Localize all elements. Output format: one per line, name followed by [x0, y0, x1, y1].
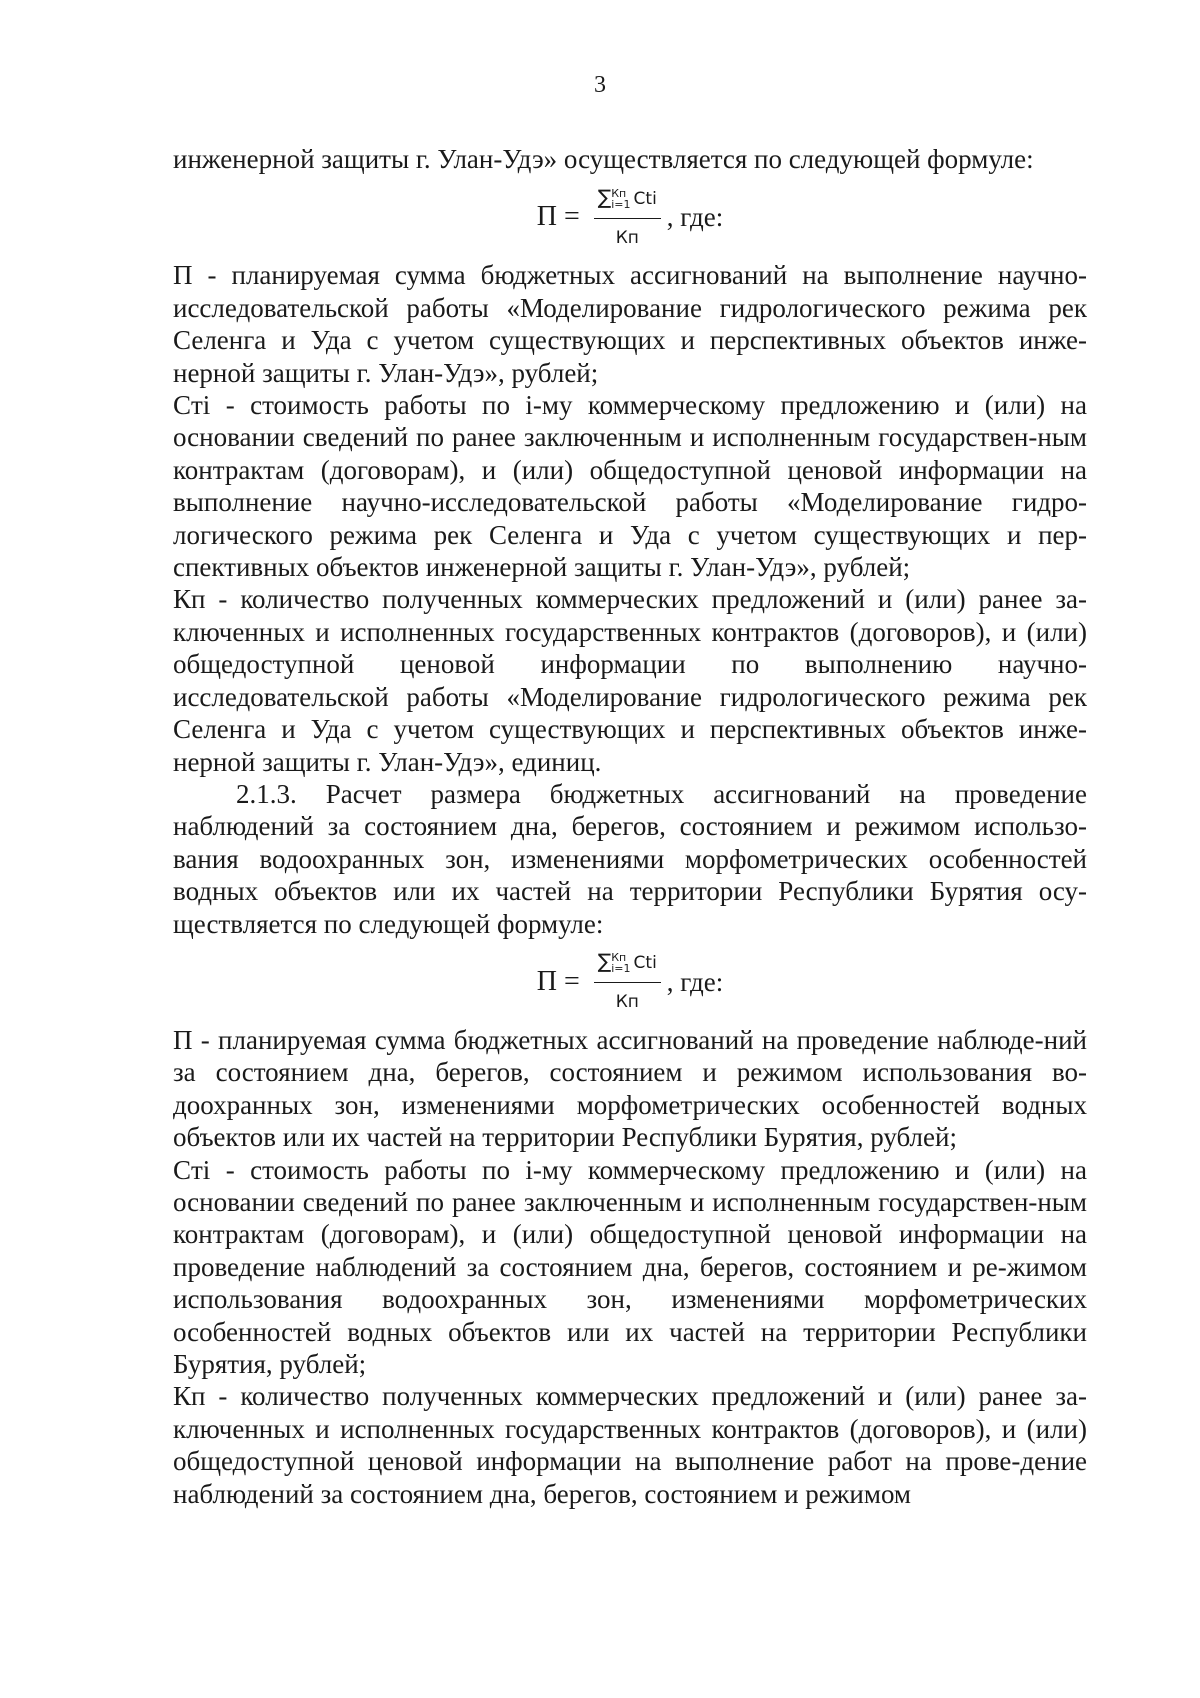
sum-symbol: ∑	[597, 949, 612, 974]
intro-line: инженерной защиты г. Улан-Удэ» осуществляется по следующей формуле:	[173, 144, 1034, 174]
section-2-1-3: 2.1.3. Расчет размера бюджетных ассигнований на проведение наблюдений за состоянием дна, берегов, состоянием и режимом использо-вания водоохранных зон, изменениями морфометрических особенностей водных объектов или их частей на территории Республики Бурятия осу-ществляется по следующей формуле:	[173, 778, 1087, 939]
formula-1	[173, 175, 1087, 259]
formula-fraction	[594, 181, 661, 255]
sum-upper: Кп	[611, 186, 627, 200]
formula-denominator: Кп	[615, 227, 639, 248]
formula-numerator	[594, 181, 661, 219]
formula-lhs: П =	[536, 201, 580, 233]
formula-tail: , где:	[666, 966, 724, 997]
sum-limits	[611, 188, 630, 210]
formula-numerator	[594, 945, 661, 983]
formula-denominator: Кп	[615, 992, 639, 1013]
definition-kp: Кп - количество полученных коммерческих предложений и (или) ранее за-ключенных и исполненных государственных контрактов (договоров), и (или) общедоступной ценовой информации на выполнение работ на прове-дение наблюдений за состоянием дна, берегов, состоянием и режимом	[173, 1381, 1087, 1509]
sum-term: Cti	[633, 188, 657, 209]
formula-tail: , где:	[666, 202, 724, 233]
definition-cti: Cтi - стоимость работы по i-му коммерческому предложению и (или) на основании сведений по ранее заключенным и исполненным государствен-ным контрактам (договорам), и (или) общедоступной ценовой информации на проведение наблюдений за состоянием дна, берегов, состоянием и ре-жимом использования водоохранных зон, изменениями морфометрических особенностей водных объектов или их частей на территории Республики Бурятия, рублей;	[173, 1154, 1087, 1379]
page-number: 3	[594, 72, 606, 98]
definition-p: П - планируемая сумма бюджетных ассигнований на выполнение научно-исследовательской работы «Моделирование гидрологического режима рек Селенга и Уда с учетом существующих и перспективных объектов инже-нерной защиты г. Улан-Удэ», рублей;	[173, 260, 1087, 388]
sum-lower: i=1	[611, 197, 631, 211]
formula-2	[173, 940, 1087, 1024]
sum-upper: Кп	[611, 951, 627, 965]
sum-symbol: ∑	[597, 184, 612, 209]
formula-fraction	[594, 945, 661, 1019]
definition-p: П - планируемая сумма бюджетных ассигнований на проведение наблюде-ний за состоянием дна, берегов, состоянием и режимом использования во-доохранных зон, изменениями морфометрических особенностей водных объектов или их частей на территории Республики Бурятия, рублей;	[173, 1024, 1087, 1153]
sum-limits	[611, 952, 630, 974]
formula-lhs: П =	[536, 965, 580, 997]
document-body	[173, 143, 1087, 1510]
definition-cti: Cтi - стоимость работы по i-му коммерческому предложению и (или) на основании сведений по ранее заключенным и исполненным государствен-ным контрактам (договорам), и (или) общедоступной ценовой информации на выполнение научно-исследовательской работы «Моделирование гидро-логического режима рек Селенга и Уда с учетом существующих и пер-спективных объектов инженерной защиты г. Улан-Удэ», рублей;	[173, 390, 1087, 583]
definition-kp: Кп - количество полученных коммерческих предложений и (или) ранее за-ключенных и исполненных государственных контрактов (договоров), и (или) общедоступной ценовой информации по выполнению научно-исследовательской работы «Моделирование гидрологического режима рек Селенга и Уда с учетом существующих и перспективных объектов инже-нерной защиты г. Улан-Удэ», единиц.	[173, 584, 1087, 777]
sum-term: Cti	[633, 953, 657, 974]
sum-lower: i=1	[611, 962, 631, 976]
